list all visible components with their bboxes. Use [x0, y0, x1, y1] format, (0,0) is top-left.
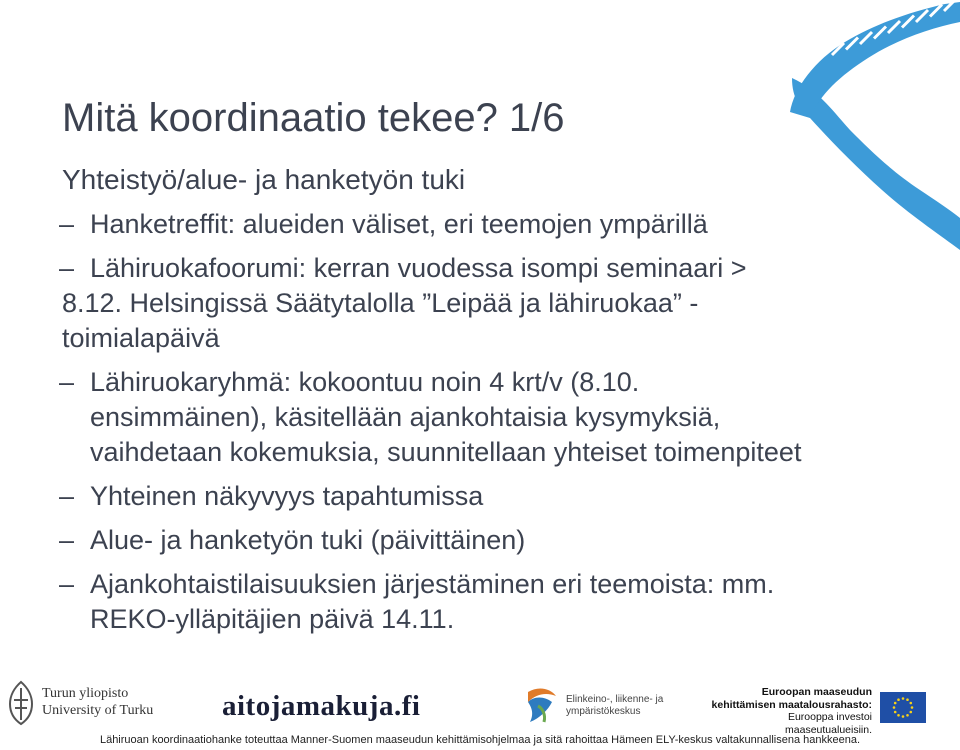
footer-credit: Lähiruoan koordinaatiohanke toteuttaa Manner-Suomen maaseudun kehittämisohjelmaa ja sitä rahoittaa Hämeen ELY-keskus valtakunnallisena hankkeena. — [99, 734, 861, 746]
slide-title: Mitä koordinaatio tekee? 1/6 — [62, 96, 565, 140]
bullet-line: ensimmäinen), käsitellään ajankohtaisia kysymyksiä, — [90, 402, 721, 432]
eu-star — [906, 714, 909, 717]
bullet-line: Hanketreffit: alueiden väliset, eri teemojen ympärillä — [90, 209, 708, 239]
bullet-line: REKO-ylläpitäjien päivä 14.11. — [90, 604, 455, 634]
dash-bullet: – — [59, 569, 75, 599]
bullet-item — [59, 365, 912, 470]
eu-fund-line: Eurooppa investoi maaseutualueisiin. — [785, 711, 872, 736]
bullet-line: toimialapäivä — [62, 323, 220, 353]
bullet-line: Yhteinen näkyvyys tapahtumissa — [90, 481, 484, 511]
bullet-item — [59, 207, 912, 242]
bullet-line: Ajankohtaistilaisuuksien järjestäminen eri teemoista: mm. — [90, 569, 775, 599]
ely-logo-icon — [524, 684, 560, 726]
university-name — [42, 685, 153, 719]
eu-star — [894, 711, 897, 714]
eu-star — [894, 702, 897, 705]
eu-star — [897, 714, 900, 717]
eu-fund-text — [700, 686, 872, 736]
footer-logos — [0, 680, 960, 736]
bullet-item — [59, 567, 912, 637]
section-heading: Yhteistyö/alue- ja hanketyön tuki — [62, 164, 466, 195]
dash-bullet: – — [59, 253, 75, 283]
bullet-line: Lähiruokafoorumi: kerran vuodessa isompi seminaari > — [90, 253, 747, 283]
eu-flag-icon — [880, 692, 926, 723]
turku-crest-icon — [4, 680, 38, 726]
bullet-item — [59, 479, 912, 514]
eu-star — [902, 715, 905, 718]
bullet-line: 8.12. Helsingissä Säätytalolla ”Leipää ja lähiruokaa” - — [62, 288, 699, 318]
bullet-line: Lähiruokaryhmä: kokoontuu noin 4 krt/v (8.10. — [90, 367, 640, 397]
bullet-item — [59, 251, 912, 356]
eu-star — [897, 698, 900, 701]
aito-logo-text: aitojamakuja.fi — [222, 690, 421, 722]
dash-bullet: – — [59, 525, 75, 555]
eu-fund-line: Euroopan maaseudun — [761, 686, 872, 698]
eu-fund-line: kehittämisen maatalousrahasto: — [711, 698, 872, 711]
ely-name-line: ympäristökeskus — [566, 706, 641, 717]
bullet-line: Alue- ja hanketyön tuki (päivittäinen) — [90, 525, 526, 555]
eu-star — [911, 706, 914, 709]
eu-star — [902, 697, 905, 700]
bullet-item — [59, 523, 912, 558]
dash-bullet: – — [59, 367, 75, 397]
university-name-fi: Turun yliopisto — [42, 686, 129, 701]
eu-star — [909, 711, 912, 714]
slide-body — [59, 163, 912, 646]
dash-bullet: – — [59, 481, 75, 511]
bullet-line: vaihdetaan kokemuksia, suunnitellaan yhteiset toimenpiteet — [90, 437, 802, 467]
ely-name-line: Elinkeino-, liikenne- ja — [566, 694, 664, 705]
ely-name — [566, 694, 663, 718]
eu-star — [909, 702, 912, 705]
ribbon-stripe — [804, 54, 816, 66]
university-name-en: University of Turku — [42, 703, 154, 718]
eu-star — [893, 706, 896, 709]
dash-bullet: – — [59, 209, 75, 239]
eu-star — [906, 698, 909, 701]
